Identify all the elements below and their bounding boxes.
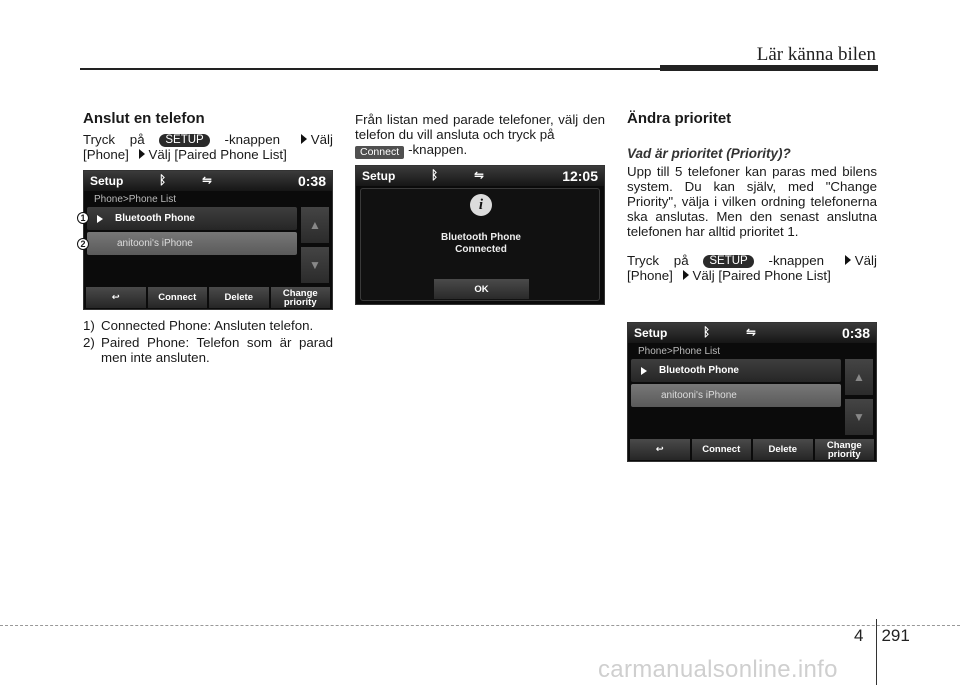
footer-rule bbox=[0, 625, 960, 626]
list-text: Paired Phone: Telefon som är parad men inte ansluten. bbox=[101, 335, 333, 365]
connect-button-label: Connect bbox=[355, 146, 404, 159]
list-item bbox=[83, 318, 333, 333]
change-priority-button[interactable] bbox=[815, 439, 875, 460]
screen-title-bar bbox=[356, 166, 604, 186]
screen-time: 12:05 bbox=[562, 168, 598, 184]
change-priority-button[interactable] bbox=[271, 287, 331, 308]
instr-text: Välj [Phone] bbox=[83, 132, 333, 162]
screen-title: Setup bbox=[634, 326, 668, 340]
chapter-title: Lär känna bilen bbox=[756, 44, 876, 65]
callout-1: 1 bbox=[77, 212, 89, 224]
setup-button-label: SETUP bbox=[159, 134, 209, 147]
column-select-phone bbox=[355, 112, 605, 159]
legend-list bbox=[83, 318, 333, 367]
screen-path: Phone>Phone List bbox=[94, 194, 177, 205]
list-num: 2) bbox=[83, 335, 95, 350]
screen-path: Phone>Phone List bbox=[638, 346, 721, 357]
instr-text: Välj [Paired Phone List] bbox=[148, 147, 287, 162]
instr-text: -knappen bbox=[224, 132, 280, 147]
instr-text: Från listan med parade telefoner, välj den telefon du vill ansluta och tryck på bbox=[355, 112, 605, 142]
usb-icon: ⇋ bbox=[202, 173, 213, 187]
callout-2: 2 bbox=[77, 238, 89, 250]
screen-title: Setup bbox=[362, 169, 396, 183]
instruction bbox=[355, 112, 605, 159]
header-rule-accent bbox=[660, 65, 878, 71]
usb-icon: ⇋ bbox=[474, 168, 485, 182]
screen-buttons bbox=[84, 287, 332, 309]
arrow-right-icon bbox=[845, 255, 851, 265]
bluetooth-icon: ᛒ bbox=[159, 173, 167, 187]
screen-buttons bbox=[628, 439, 876, 461]
paired-phone-row[interactable] bbox=[87, 232, 297, 255]
usb-icon: ⇋ bbox=[746, 325, 757, 339]
sub-heading: Vad är prioritet (Priority)? bbox=[627, 146, 791, 161]
column-connect-phone bbox=[83, 110, 333, 162]
list-text: Connected Phone: Ansluten telefon. bbox=[101, 318, 314, 333]
instr-text: -knappen bbox=[768, 253, 824, 268]
screen-title-bar bbox=[628, 323, 876, 343]
ok-button[interactable]: OK bbox=[434, 279, 529, 299]
instr-text: Tryck på bbox=[627, 253, 689, 268]
instruction bbox=[627, 253, 877, 283]
info-icon: i bbox=[470, 194, 492, 216]
setup-button-label: SETUP bbox=[703, 255, 753, 268]
msg-line: Bluetooth Phone bbox=[441, 232, 521, 243]
connected-phone-row[interactable] bbox=[87, 207, 297, 230]
row-label: anitooni's iPhone bbox=[117, 238, 193, 249]
phone-list-screen bbox=[83, 170, 333, 310]
arrow-right-icon bbox=[683, 270, 689, 280]
screen-title-bar bbox=[84, 171, 332, 191]
arrow-right-icon bbox=[139, 149, 145, 159]
connect-button[interactable]: Connect bbox=[148, 287, 208, 308]
instr-text: Tryck på bbox=[83, 132, 145, 147]
btn-label: Change bbox=[826, 439, 862, 451]
list-item bbox=[83, 335, 333, 365]
connect-button[interactable]: Connect bbox=[692, 439, 752, 460]
delete-button[interactable]: Delete bbox=[753, 439, 813, 460]
screen-time: 0:38 bbox=[297, 173, 326, 189]
page-number bbox=[854, 626, 910, 646]
chapter-number: 4 bbox=[854, 626, 864, 645]
back-button[interactable]: ↩ bbox=[86, 287, 146, 308]
list-num: 1) bbox=[83, 318, 95, 333]
connected-screen bbox=[355, 165, 605, 305]
body-text: Upp till 5 telefoner kan paras med bilens system. Du kan själv, med "Change Priority", välja i vilken ordning telefonerna ska anslutas. Men den senast anslutna telefonen har alltid prioritet 1. bbox=[627, 164, 877, 239]
scroll-up-icon[interactable]: ▲ bbox=[301, 207, 329, 243]
watermark: carmanualsonline.info bbox=[598, 656, 838, 683]
scroll-down-icon[interactable]: ▼ bbox=[845, 399, 873, 435]
btn-label: priority bbox=[827, 448, 861, 460]
instr-text: Välj [Paired Phone List] bbox=[692, 268, 831, 283]
page-number-value: 291 bbox=[881, 626, 910, 645]
screen-time: 0:38 bbox=[841, 325, 870, 341]
scroll-down-icon[interactable]: ▼ bbox=[301, 247, 329, 283]
row-label: Bluetooth Phone bbox=[659, 365, 739, 376]
btn-label: Change bbox=[282, 287, 318, 299]
section-heading: Anslut en telefon bbox=[83, 110, 205, 127]
screen-title: Setup bbox=[90, 174, 124, 188]
column-priority bbox=[627, 110, 877, 283]
back-button[interactable]: ↩ bbox=[630, 439, 690, 460]
section-heading: Ändra prioritet bbox=[627, 110, 732, 127]
phone-list-screen-2 bbox=[627, 322, 877, 462]
connected-phone-row[interactable] bbox=[631, 359, 841, 382]
scroll-up-icon[interactable]: ▲ bbox=[845, 359, 873, 395]
instr-text: Välj [Phone] bbox=[627, 253, 877, 283]
delete-button[interactable]: Delete bbox=[209, 287, 269, 308]
btn-label: priority bbox=[283, 296, 317, 308]
connected-message bbox=[356, 232, 605, 256]
row-label: anitooni's iPhone bbox=[661, 390, 737, 401]
bluetooth-icon: ᛒ bbox=[431, 168, 439, 182]
arrow-right-icon bbox=[301, 134, 307, 144]
paired-phone-row[interactable] bbox=[631, 384, 841, 407]
play-icon bbox=[641, 367, 647, 375]
msg-line: Connected bbox=[455, 244, 507, 255]
bluetooth-icon: ᛒ bbox=[703, 325, 711, 339]
instr-text: -knappen. bbox=[408, 142, 468, 157]
row-label: Bluetooth Phone bbox=[115, 213, 195, 224]
play-icon bbox=[97, 215, 103, 223]
instruction bbox=[83, 132, 333, 162]
